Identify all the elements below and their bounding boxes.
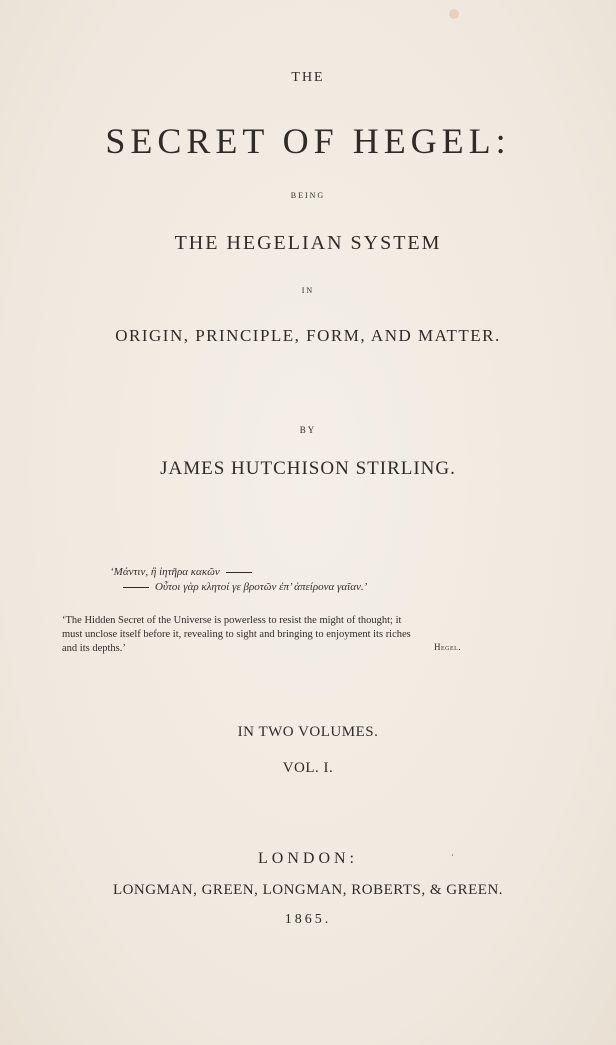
book-title: SECRET OF HEGEL: [105,121,511,161]
being-label: BEING [290,191,326,200]
in-label: IN [301,286,315,295]
imprint-year: 1865. [284,912,332,927]
greek-epigraph-line-2 [117,581,367,593]
volume-count: IN TWO VOLUMES. [237,724,379,740]
author-name: JAMES HUTCHISON STIRLING. [160,458,456,479]
stray-mark: ‘ [451,852,454,862]
em-rule [226,572,252,573]
quote-attribution: Hegel. [434,642,462,652]
by-label: BY [299,425,317,435]
book-subtitle: THE HEGELIAN SYSTEM [174,232,442,254]
imprint-publisher: LONGMAN, GREEN, LONGMAN, ROBERTS, & GREEN. [112,882,504,898]
hegel-quote-line-3: and its depths.’ [62,643,126,654]
title-article: THE [291,70,325,85]
greek-epigraph-text-2: Οὗτοι γὰρ κλητοί γε βροτῶν ἐπ’ ἀπείρονα γαῖαν.’ [155,581,368,593]
imprint-city: LONDON: [258,850,358,867]
em-rule [123,587,149,588]
greek-epigraph-text-1: ‘Μάντιν, ἢ ἰητῆρα κακῶν [110,566,220,578]
book-subtitle-continued: ORIGIN, PRINCIPLE, FORM, AND MATTER. [115,326,501,345]
hegel-quote-line-1: ‘The Hidden Secret of the Universe is powerless to resist the might of thought; it [62,615,402,626]
volume-number: VOL. I. [282,760,334,776]
hegel-quote-line-2: must unclose itself before it, revealing to sight and bringing to enjoyment its riches [62,629,411,640]
greek-epigraph-line-1 [110,566,258,578]
paper-stain [449,9,459,19]
